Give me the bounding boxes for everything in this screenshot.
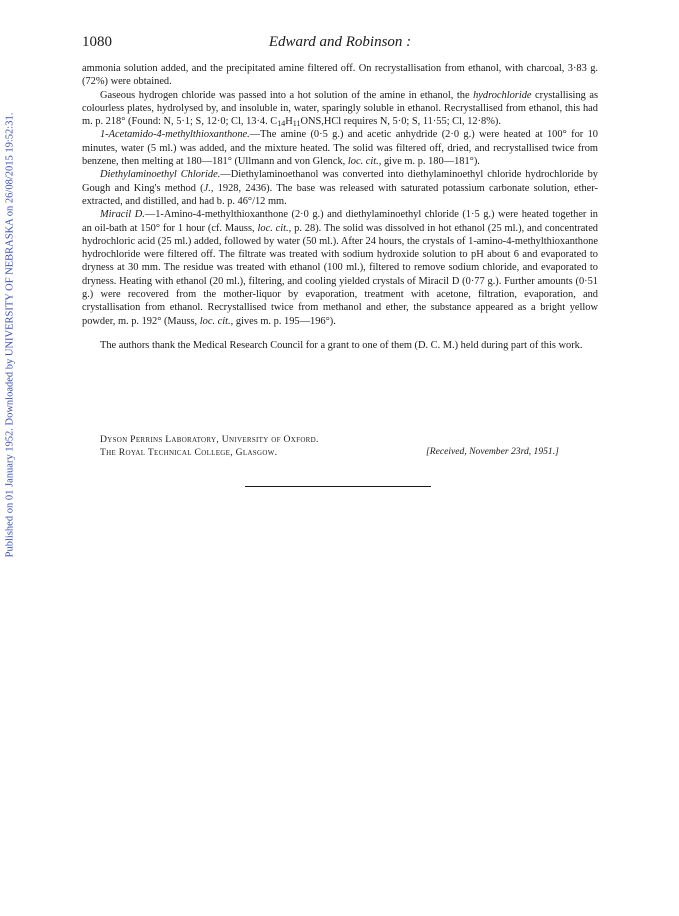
received-date: [Received, November 23rd, 1951.] <box>426 446 559 457</box>
affiliation-glasgow: The Royal Technical College, Glasgow. <box>100 446 278 458</box>
section-title-diethylaminoethyl: Diethylaminoethyl Chloride. <box>100 169 221 181</box>
paragraph-diethylaminoethyl-chloride: Diethylaminoethyl Chloride.—Diethylaminoethanol was converted into diethylaminoethyl chloride hydrochloride by Gough and King's method (J., 1928, 2436). The base was released with saturated potassium carbonate solution, ether-extracted, and distilled, and had b. p. 46°/12 mm. <box>82 169 598 207</box>
page-number: 1080 <box>82 34 112 50</box>
affiliation-oxford: Dyson Perrins Laboratory, University of Oxford. <box>100 434 319 445</box>
download-notice <box>3 90 17 580</box>
paragraph-hydrochloride: Gaseous hydrogen chloride was passed into a hot solution of the amine in ethanol, the hydrochloride crystallising as colourless plates, hydrolysed by, and insoluble in, water, sparingly soluble in ethanol. Recrystallised from ethanol, this had m. p. 218° (Found: N, 5·1; S, 12·0; Cl, 13·4. $C_{14}H_{11}ONS,HCl$ requires N, 5·0; S, 11·55; Cl, 12·8%). <box>82 89 598 129</box>
page-header <box>82 34 598 54</box>
paragraph-acetamido: 1-Acetamido-4-methylthioxanthone.—The amine (0·5 g.) and acetic anhydride (2·0 g.) were heated at 100° for 10 minutes, water (5 ml.) was added, and the mixture heated. The solid was filtered off, dried, and recrystallised twice from benzene, then melting at 180—181° (Ullmann and von Glenck, loc. cit., give m. p. 180—181°). <box>82 129 598 168</box>
download-notice-text: Published on 01 January 1952. Downloaded by UNIVERSITY OF NEBRASKA on 26/08/2015 19:52:31. <box>4 112 16 558</box>
section-title-acetamido: 1-Acetamido-4-methylthioxanthone. <box>100 129 250 141</box>
running-head: Edward and Robinson : <box>268 34 412 50</box>
article-body <box>82 62 598 352</box>
paragraph-amine-recrystallisation: ammonia solution added, and the precipitated amine filtered off. On recrystallisation from ethanol, with charcoal, 3·83 g. (72%) were obtained. <box>82 63 598 88</box>
paragraph-miracil-d: Miracil D.—1-Amino-4-methylthioxanthone (2·0 g.) and diethylaminoethyl chloride (1·5 g.) were heated together in an oil-bath at 150° for 1 hour (cf. Mauss, loc. cit., p. 28). The solid was dissolved in hot ethanol (25 ml.), and concentrated hydrochloric acid (25 ml.) added, followed by water (50 ml.). After 24 hours, the crystals of 1-amino-4-methylthioxanthone hydrochloride were filtered off. The filtrate was treated with sodium hydroxide solution to pH about 6 and evaporated to dryness at 30 mm. The residue was treated with ethanol (100 ml.), filtered to remove sodium chloride, and evaporated to dryness. Heating with ethanol (20 ml.), filtering, and cooling yielded crystals of Miracil D (0·77 g.). Further amounts (0·51 g.) were recovered from the mother-liquor by evaporation, treatment with acetone, filtration, evaporation, and crystallisation from ethanol. Recrystallised twice from methanol and ether, the substance appeared as a bright yellow powder, m. p. 192° (Mauss, loc. cit., gives m. p. 195—196°). <box>82 209 598 327</box>
hydrochloride-term: hydrochloride <box>473 89 532 101</box>
acknowledgement: The authors thank the Medical Research Council for a grant to one of them (D. C. M.) held during part of this work. <box>100 339 583 351</box>
section-title-miracil-d: Miracil D. <box>100 209 145 221</box>
end-rule <box>245 486 431 487</box>
